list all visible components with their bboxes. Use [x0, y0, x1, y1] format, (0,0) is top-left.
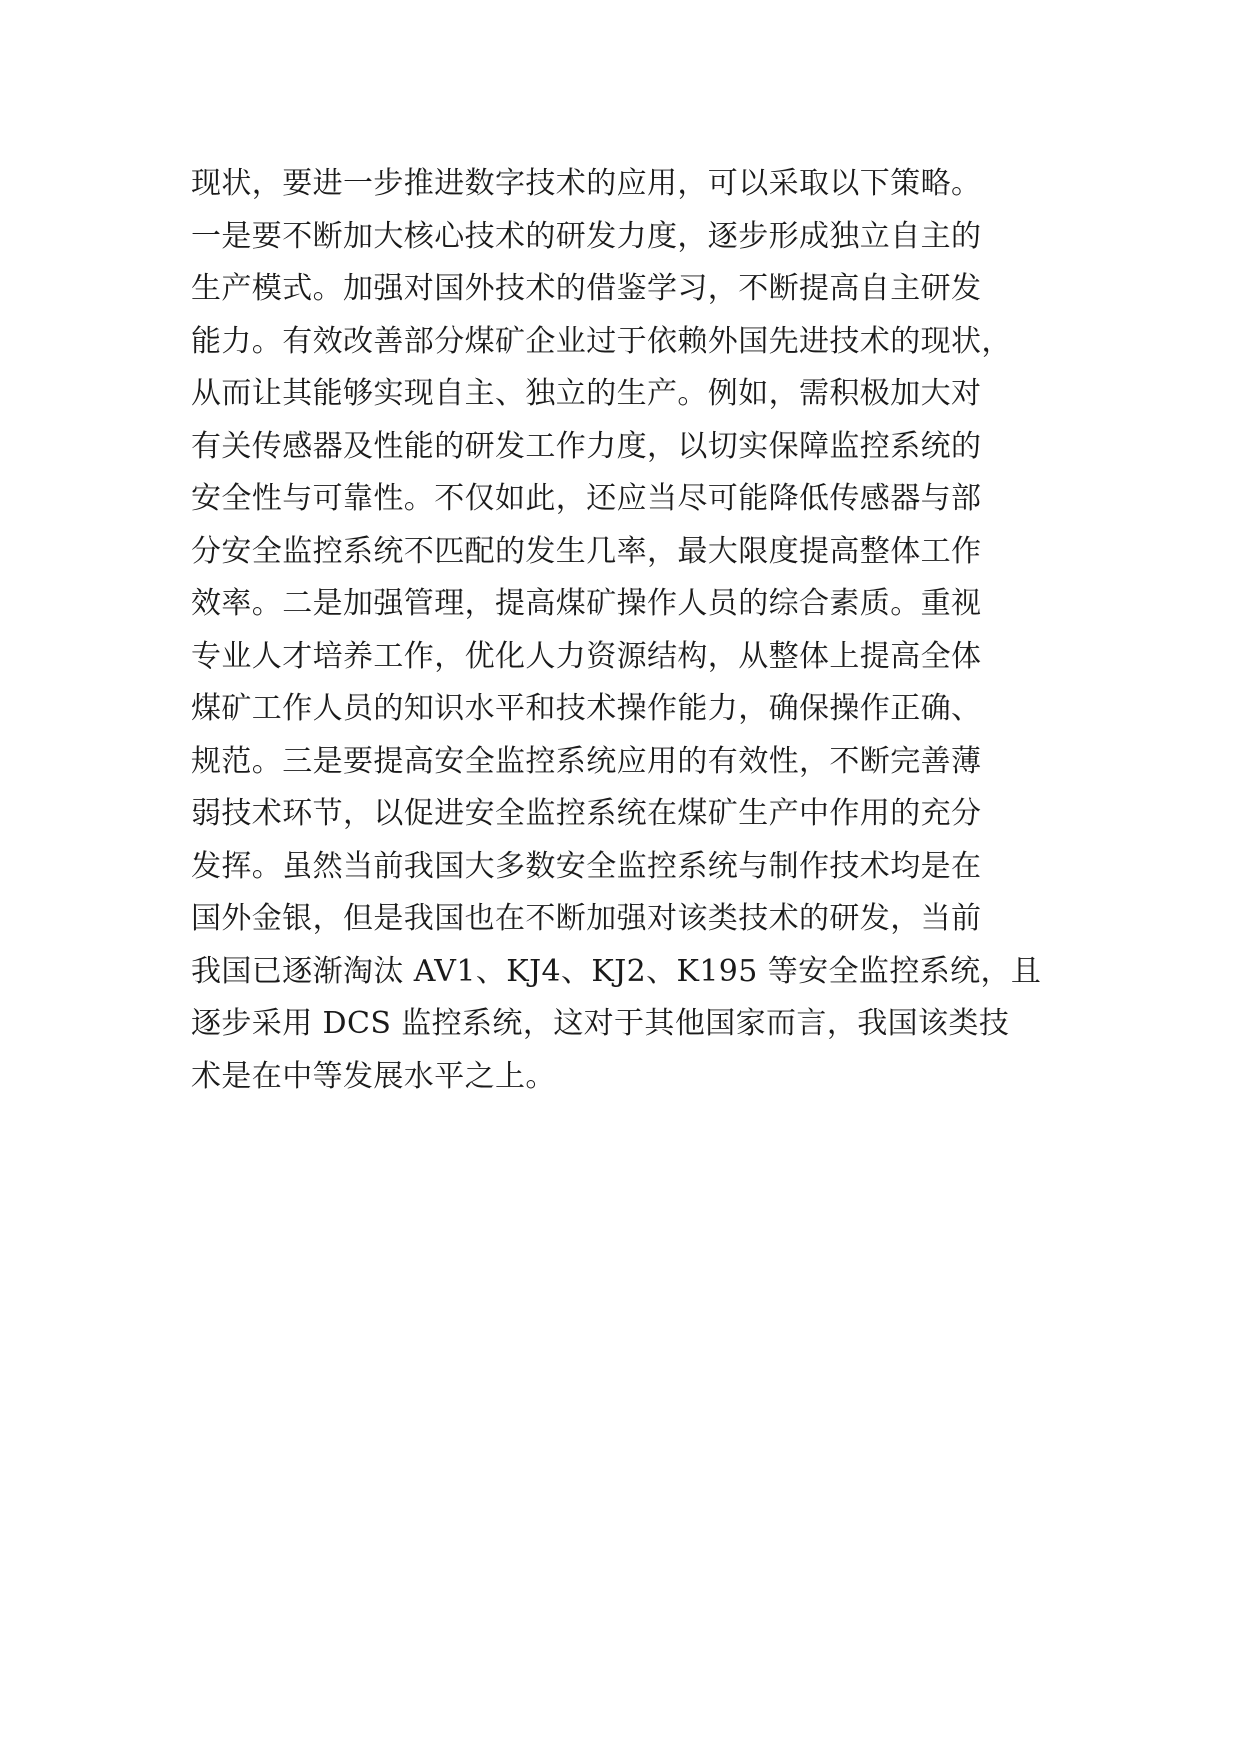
body-paragraph [191, 158, 1071, 1103]
paragraph-line: 分安全监控系统不匹配的发生几率，最大限度提高整体工作 [191, 533, 982, 569]
paragraph-line: 生产模式。加强对国外技术的借鉴学习，不断提高自主研发 [191, 271, 982, 306]
paragraph-line: 效率。二是加强管理，提高煤矿操作人员的综合素质。重视 [191, 586, 982, 621]
paragraph-line: 我国已逐渐淘汰 AV1、KJ4、KJ2、K195 等安全监控系统，且 [191, 953, 1042, 989]
paragraph-line: 煤矿工作人员的知识水平和技术操作能力，确保操作正确、 [191, 691, 982, 726]
paragraph-line: 有关传感器及性能的研发工作力度，以切实保障监控系统的 [191, 428, 982, 464]
paragraph-line: 逐步采用 DCS 监控系统，这对于其他国家而言，我国该类技 [191, 1006, 1010, 1041]
paragraph-line: 能力。有效改善部分煤矿企业过于依赖外国先进技术的现状， [191, 323, 1012, 359]
paragraph-line: 弱技术环节，以促进安全监控系统在煤矿生产中作用的充分 [191, 796, 982, 831]
paragraph-line: 术是在中等发展水平之上。 [191, 1058, 556, 1094]
paragraph-line: 专业人才培养工作，优化人力资源结构，从整体上提高全体 [191, 638, 982, 674]
paragraph-line: 现状，要进一步推进数字技术的应用，可以采取以下策略。 [191, 166, 982, 201]
paragraph-line: 从而让其能够实现自主、独立的生产。例如，需积极加大对 [191, 376, 982, 411]
paragraph-line: 安全性与可靠性。不仅如此，还应当尽可能降低传感器与部 [191, 481, 982, 516]
paragraph-line: 国外金银，但是我国也在不断加强对该类技术的研发，当前 [191, 901, 982, 936]
paragraph-line: 规范。三是要提高安全监控系统应用的有效性，不断完善薄 [191, 743, 982, 779]
paragraph-line: 发挥。虽然当前我国大多数安全监控系统与制作技术均是在 [191, 848, 982, 884]
paragraph-line: 一是要不断加大核心技术的研发力度，逐步形成独立自主的 [191, 218, 982, 254]
